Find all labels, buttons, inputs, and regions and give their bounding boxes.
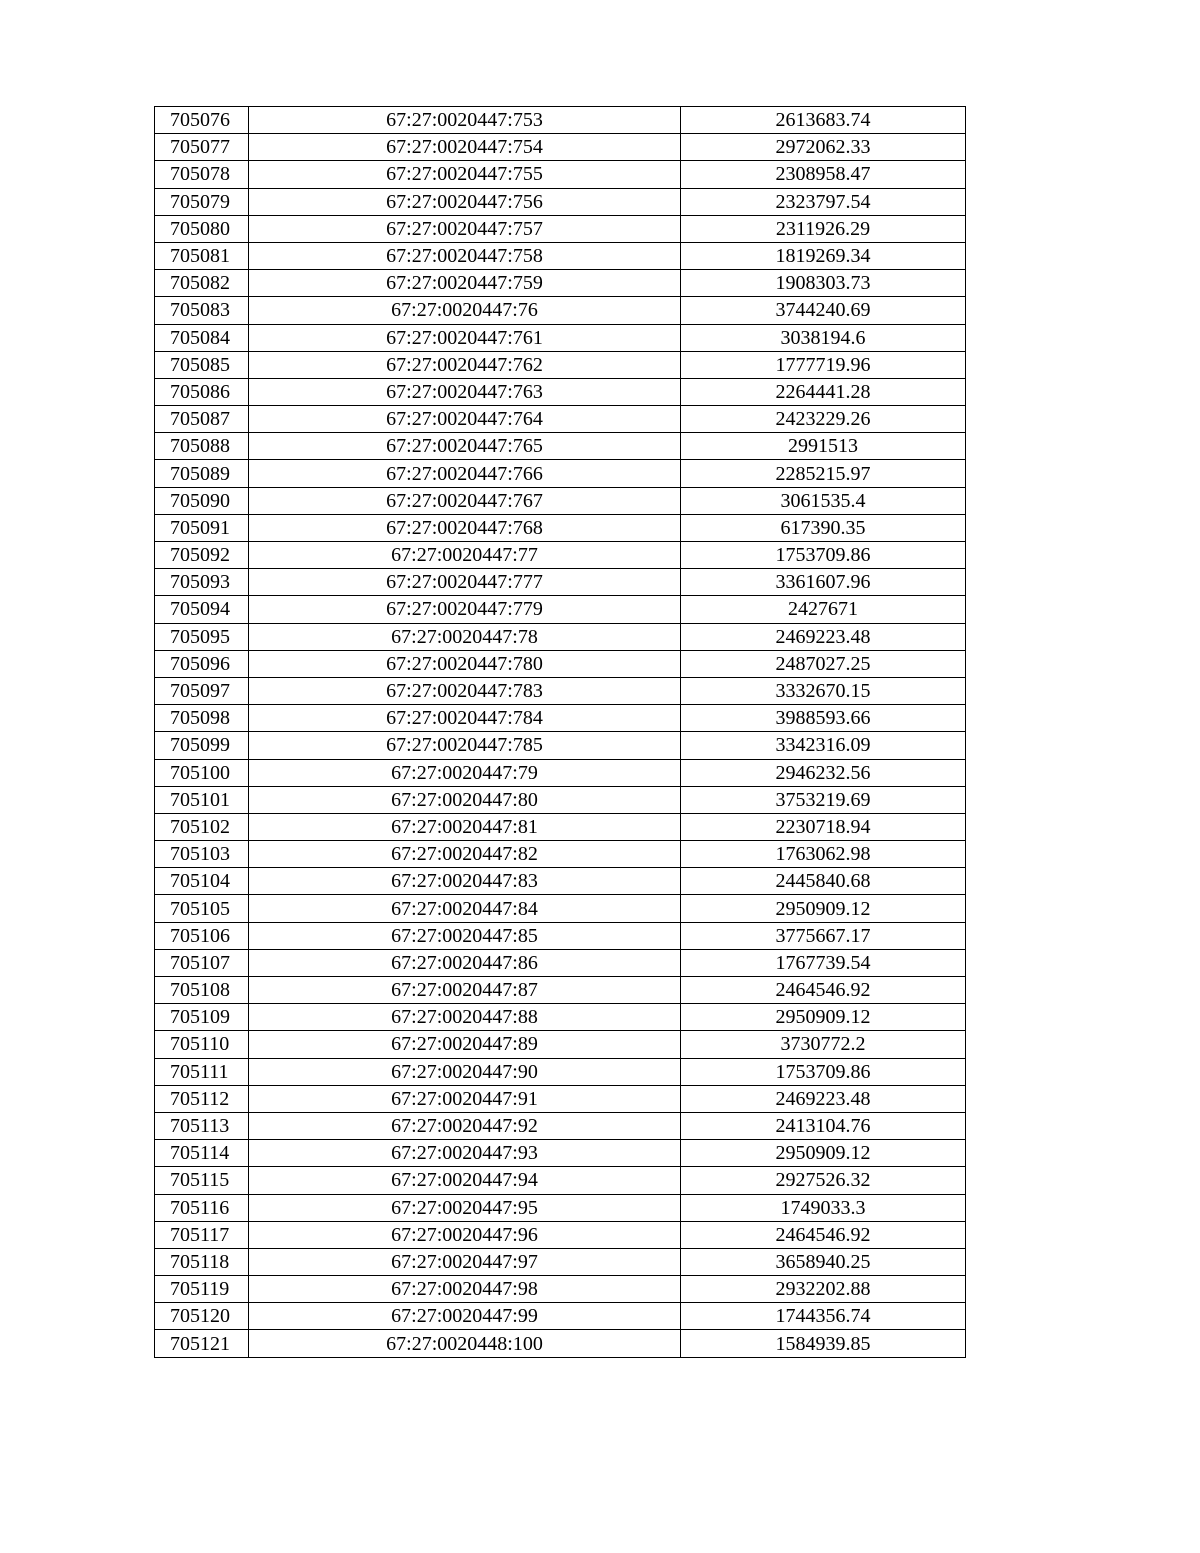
table-row xyxy=(155,1303,966,1330)
row-number-cell: 705101 xyxy=(155,786,249,813)
table-row xyxy=(155,977,966,1004)
table-row xyxy=(155,1085,966,1112)
row-number-cell: 705078 xyxy=(155,161,249,188)
cadastral-number-cell: 67:27:0020447:99 xyxy=(249,1303,681,1330)
cadastral-number-cell: 67:27:0020447:757 xyxy=(249,215,681,242)
cadastral-value-cell: 2427671 xyxy=(681,596,966,623)
cadastral-value-cell: 3332670.15 xyxy=(681,677,966,704)
cadastral-number-cell: 67:27:0020447:755 xyxy=(249,161,681,188)
cadastral-number-cell: 67:27:0020447:88 xyxy=(249,1004,681,1031)
cadastral-value-cell: 2991513 xyxy=(681,433,966,460)
table-row xyxy=(155,161,966,188)
cadastral-value-cell: 1744356.74 xyxy=(681,1303,966,1330)
row-number-cell: 705089 xyxy=(155,460,249,487)
cadastral-value-cell: 2285215.97 xyxy=(681,460,966,487)
table-row xyxy=(155,134,966,161)
row-number-cell: 705079 xyxy=(155,188,249,215)
table-row xyxy=(155,297,966,324)
row-number-cell: 705083 xyxy=(155,297,249,324)
row-number-cell: 705106 xyxy=(155,922,249,949)
cadastral-value-cell: 2323797.54 xyxy=(681,188,966,215)
cadastral-number-cell: 67:27:0020447:91 xyxy=(249,1085,681,1112)
table-row xyxy=(155,1058,966,1085)
table-row xyxy=(155,514,966,541)
row-number-cell: 705117 xyxy=(155,1221,249,1248)
cadastral-number-cell: 67:27:0020447:94 xyxy=(249,1167,681,1194)
table-row xyxy=(155,759,966,786)
row-number-cell: 705084 xyxy=(155,324,249,351)
cadastral-value-cell: 2613683.74 xyxy=(681,107,966,134)
cadastral-value-cell: 2469223.48 xyxy=(681,1085,966,1112)
cadastral-number-cell: 67:27:0020447:87 xyxy=(249,977,681,1004)
row-number-cell: 705097 xyxy=(155,677,249,704)
cadastral-number-cell: 67:27:0020447:785 xyxy=(249,732,681,759)
table-row xyxy=(155,433,966,460)
table-row xyxy=(155,1276,966,1303)
table-row xyxy=(155,270,966,297)
cadastral-number-cell: 67:27:0020447:780 xyxy=(249,650,681,677)
cadastral-number-cell: 67:27:0020447:754 xyxy=(249,134,681,161)
cadastral-value-cell: 1753709.86 xyxy=(681,542,966,569)
cadastral-number-cell: 67:27:0020447:79 xyxy=(249,759,681,786)
cadastral-value-cell: 1777719.96 xyxy=(681,351,966,378)
row-number-cell: 705094 xyxy=(155,596,249,623)
cadastral-value-cell: 2927526.32 xyxy=(681,1167,966,1194)
table-row xyxy=(155,1140,966,1167)
cadastral-value-cell: 3658940.25 xyxy=(681,1248,966,1275)
cadastral-value-cell: 2972062.33 xyxy=(681,134,966,161)
row-number-cell: 705100 xyxy=(155,759,249,786)
row-number-cell: 705090 xyxy=(155,487,249,514)
cadastral-value-cell: 2445840.68 xyxy=(681,868,966,895)
row-number-cell: 705108 xyxy=(155,977,249,1004)
cadastral-value-cell: 2487027.25 xyxy=(681,650,966,677)
row-number-cell: 705116 xyxy=(155,1194,249,1221)
table-row xyxy=(155,1221,966,1248)
cadastral-value-cell: 3361607.96 xyxy=(681,569,966,596)
table-row xyxy=(155,324,966,351)
cadastral-number-cell: 67:27:0020447:761 xyxy=(249,324,681,351)
table-row xyxy=(155,868,966,895)
cadastral-number-cell: 67:27:0020447:97 xyxy=(249,1248,681,1275)
cadastral-number-cell: 67:27:0020447:89 xyxy=(249,1031,681,1058)
cadastral-number-cell: 67:27:0020447:763 xyxy=(249,378,681,405)
row-number-cell: 705112 xyxy=(155,1085,249,1112)
cadastral-number-cell: 67:27:0020447:90 xyxy=(249,1058,681,1085)
cadastral-number-cell: 67:27:0020447:85 xyxy=(249,922,681,949)
cadastral-value-cell: 2464546.92 xyxy=(681,977,966,1004)
table-row xyxy=(155,949,966,976)
cadastral-value-cell: 3061535.4 xyxy=(681,487,966,514)
row-number-cell: 705104 xyxy=(155,868,249,895)
cadastral-value-cell: 2950909.12 xyxy=(681,895,966,922)
cadastral-value-cell: 2311926.29 xyxy=(681,215,966,242)
cadastral-value-cell: 2932202.88 xyxy=(681,1276,966,1303)
row-number-cell: 705077 xyxy=(155,134,249,161)
cadastral-number-cell: 67:27:0020447:765 xyxy=(249,433,681,460)
table-row xyxy=(155,1330,966,1357)
cadastral-number-cell: 67:27:0020447:77 xyxy=(249,542,681,569)
cadastral-value-cell: 1584939.85 xyxy=(681,1330,966,1357)
table-row xyxy=(155,895,966,922)
cadastral-number-cell: 67:27:0020447:777 xyxy=(249,569,681,596)
row-number-cell: 705098 xyxy=(155,705,249,732)
cadastral-value-cell: 2950909.12 xyxy=(681,1004,966,1031)
cadastral-number-cell: 67:27:0020447:753 xyxy=(249,107,681,134)
cadastral-value-cell: 1749033.3 xyxy=(681,1194,966,1221)
table-row xyxy=(155,542,966,569)
table-row xyxy=(155,1167,966,1194)
cadastral-value-table xyxy=(154,106,966,1358)
row-number-cell: 705102 xyxy=(155,813,249,840)
cadastral-value-cell: 3753219.69 xyxy=(681,786,966,813)
table-body xyxy=(155,107,966,1358)
cadastral-value-cell: 2469223.48 xyxy=(681,623,966,650)
table-row xyxy=(155,841,966,868)
cadastral-number-cell: 67:27:0020447:82 xyxy=(249,841,681,868)
cadastral-number-cell: 67:27:0020447:83 xyxy=(249,868,681,895)
cadastral-value-cell: 1753709.86 xyxy=(681,1058,966,1085)
cadastral-number-cell: 67:27:0020447:76 xyxy=(249,297,681,324)
cadastral-number-cell: 67:27:0020447:758 xyxy=(249,242,681,269)
cadastral-value-cell: 617390.35 xyxy=(681,514,966,541)
cadastral-value-cell: 2230718.94 xyxy=(681,813,966,840)
cadastral-number-cell: 67:27:0020447:767 xyxy=(249,487,681,514)
cadastral-number-cell: 67:27:0020447:766 xyxy=(249,460,681,487)
cadastral-number-cell: 67:27:0020447:784 xyxy=(249,705,681,732)
table-row xyxy=(155,650,966,677)
table-row xyxy=(155,460,966,487)
row-number-cell: 705086 xyxy=(155,378,249,405)
row-number-cell: 705103 xyxy=(155,841,249,868)
cadastral-number-cell: 67:27:0020447:81 xyxy=(249,813,681,840)
table-row xyxy=(155,813,966,840)
cadastral-number-cell: 67:27:0020447:80 xyxy=(249,786,681,813)
row-number-cell: 705080 xyxy=(155,215,249,242)
row-number-cell: 705085 xyxy=(155,351,249,378)
cadastral-value-cell: 3775667.17 xyxy=(681,922,966,949)
table-row xyxy=(155,1004,966,1031)
cadastral-value-cell: 1908303.73 xyxy=(681,270,966,297)
table-row xyxy=(155,242,966,269)
table-row xyxy=(155,351,966,378)
cadastral-number-cell: 67:27:0020447:756 xyxy=(249,188,681,215)
table-row xyxy=(155,406,966,433)
table-row xyxy=(155,596,966,623)
table-row xyxy=(155,1031,966,1058)
table-row xyxy=(155,732,966,759)
cadastral-value-cell: 3342316.09 xyxy=(681,732,966,759)
cadastral-value-cell: 1763062.98 xyxy=(681,841,966,868)
row-number-cell: 705113 xyxy=(155,1112,249,1139)
table-row xyxy=(155,487,966,514)
cadastral-value-cell: 3038194.6 xyxy=(681,324,966,351)
cadastral-value-cell: 1819269.34 xyxy=(681,242,966,269)
table-row xyxy=(155,188,966,215)
row-number-cell: 705115 xyxy=(155,1167,249,1194)
row-number-cell: 705119 xyxy=(155,1276,249,1303)
cadastral-value-cell: 2464546.92 xyxy=(681,1221,966,1248)
table-row xyxy=(155,786,966,813)
cadastral-number-cell: 67:27:0020447:78 xyxy=(249,623,681,650)
cadastral-value-cell: 2950909.12 xyxy=(681,1140,966,1167)
row-number-cell: 705087 xyxy=(155,406,249,433)
cadastral-number-cell: 67:27:0020447:86 xyxy=(249,949,681,976)
cadastral-number-cell: 67:27:0020447:92 xyxy=(249,1112,681,1139)
row-number-cell: 705091 xyxy=(155,514,249,541)
table-row xyxy=(155,1248,966,1275)
row-number-cell: 705118 xyxy=(155,1248,249,1275)
table-row xyxy=(155,569,966,596)
cadastral-number-cell: 67:27:0020447:96 xyxy=(249,1221,681,1248)
table-row xyxy=(155,1112,966,1139)
table-row xyxy=(155,107,966,134)
table-row xyxy=(155,215,966,242)
cadastral-value-cell: 2413104.76 xyxy=(681,1112,966,1139)
row-number-cell: 705095 xyxy=(155,623,249,650)
cadastral-number-cell: 67:27:0020447:783 xyxy=(249,677,681,704)
cadastral-value-cell: 2264441.28 xyxy=(681,378,966,405)
row-number-cell: 705093 xyxy=(155,569,249,596)
cadastral-value-cell: 3988593.66 xyxy=(681,705,966,732)
row-number-cell: 705099 xyxy=(155,732,249,759)
cadastral-number-cell: 67:27:0020447:84 xyxy=(249,895,681,922)
cadastral-value-cell: 2423229.26 xyxy=(681,406,966,433)
cadastral-value-cell: 3744240.69 xyxy=(681,297,966,324)
row-number-cell: 705088 xyxy=(155,433,249,460)
table-row xyxy=(155,1194,966,1221)
row-number-cell: 705107 xyxy=(155,949,249,976)
row-number-cell: 705096 xyxy=(155,650,249,677)
cadastral-number-cell: 67:27:0020447:779 xyxy=(249,596,681,623)
cadastral-number-cell: 67:27:0020447:768 xyxy=(249,514,681,541)
row-number-cell: 705110 xyxy=(155,1031,249,1058)
row-number-cell: 705109 xyxy=(155,1004,249,1031)
table-row xyxy=(155,623,966,650)
table-row xyxy=(155,922,966,949)
row-number-cell: 705092 xyxy=(155,542,249,569)
row-number-cell: 705111 xyxy=(155,1058,249,1085)
cadastral-value-cell: 2308958.47 xyxy=(681,161,966,188)
cadastral-number-cell: 67:27:0020447:95 xyxy=(249,1194,681,1221)
cadastral-number-cell: 67:27:0020448:100 xyxy=(249,1330,681,1357)
table-row xyxy=(155,677,966,704)
cadastral-value-cell: 2946232.56 xyxy=(681,759,966,786)
row-number-cell: 705114 xyxy=(155,1140,249,1167)
cadastral-number-cell: 67:27:0020447:98 xyxy=(249,1276,681,1303)
cadastral-number-cell: 67:27:0020447:764 xyxy=(249,406,681,433)
cadastral-number-cell: 67:27:0020447:762 xyxy=(249,351,681,378)
row-number-cell: 705082 xyxy=(155,270,249,297)
cadastral-value-cell: 3730772.2 xyxy=(681,1031,966,1058)
row-number-cell: 705081 xyxy=(155,242,249,269)
cadastral-value-cell: 1767739.54 xyxy=(681,949,966,976)
table-row xyxy=(155,705,966,732)
row-number-cell: 705121 xyxy=(155,1330,249,1357)
row-number-cell: 705120 xyxy=(155,1303,249,1330)
row-number-cell: 705076 xyxy=(155,107,249,134)
cadastral-number-cell: 67:27:0020447:93 xyxy=(249,1140,681,1167)
row-number-cell: 705105 xyxy=(155,895,249,922)
cadastral-number-cell: 67:27:0020447:759 xyxy=(249,270,681,297)
table-row xyxy=(155,378,966,405)
